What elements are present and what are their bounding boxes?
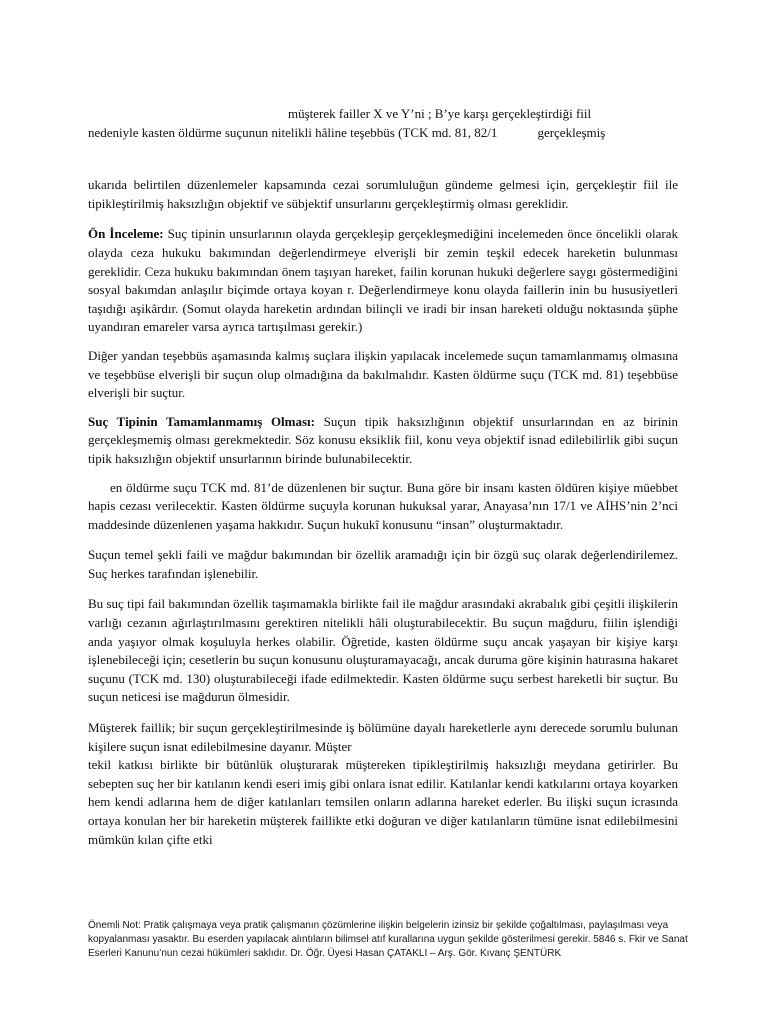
heading-incomplete: Suç Tipinin Tamamlanmamış Olması:	[88, 413, 315, 429]
paragraph-joint-perpetration	[88, 719, 678, 849]
intro-line-1: müşterek failler X ve Y’ni ; B’ye karşı gerçekleştirdiği fiil	[288, 106, 592, 121]
paragraph-attempt: Diğer yandan teşebbüs aşamasında kalmış suçlara ilişkin yapılacak incelemede suçun tamamlanmamış olmasına ve teşebbüse elverişli bir suçun olup olmadığına da bakılmalıdır. Kasten öldürme suçu (TCK md. 81) teşebbüse elverişli bir suçtur.	[88, 347, 678, 401]
joint-perpetration-first: Müşterek faillik; bir suçun gerçekleştirilmesinde iş bölümüne dayalı hareketlerle aynı derecede sorumlu bulunan kişilere suçun isnat edilebilmesine dayanır. Müşter	[88, 720, 678, 754]
paragraph-preliminary-text: Suç tipinin unsurlarının olayda gerçekleşip gerçekleşmediğini incelemeden önce öncelikli olarak olayda ceza hukuku bakımından değerlendirmeye elverişli bir zemin teşkil edecek hareketin bulunması gereklidir. Ceza hukuku bakımından önem taşıyan hareket, failin korunan hukuki değerlere saygı göstermediğini sosyal bakımdan anlaşılır biçimde ortaya koyan r. Değerlendirmeye konu olayda faillerin inin bu hususiyetleri taşıdığı aşikârdır. (Somut olayda hareketin ardından bilinçli ve iradi bir insan hareketi olduğu noktasında şüphe uyandıran emareler varsa ayrıca tartışılması gerekir.)	[88, 226, 679, 335]
paragraph-incomplete-text: Suçun tipik haksızlığının objektif unsurlarından en az birinin gerçekleşmemiş olması gerekmektedir. Söz konusu eksiklik fiil, konu veya objektif isnad edilebilirlik gibi suçun tipik haksızlığın objektif unsurlarının birinde bulunabilecektir.	[88, 413, 678, 466]
paragraph-preliminary	[88, 225, 678, 337]
paragraph-intentional-killing: en öldürme suçu TCK md. 81’de düzenlenen bir suçtur. Buna göre bir insanı kasten öldüren kişiye müebbet hapis cezası verilecektir. Kasten öldürme suçuyla korunan hukuksal yarar, Anayasa’nın 17/1 ve AİHS’nin 2’nci maddesinde düzenlenen yaşama hakkıdır. Suçun hukukî konusunu “insan” oluşturmaktadır.	[88, 479, 678, 532]
heading-preliminary: Ön İnceleme:	[88, 226, 164, 242]
paragraph-incomplete	[88, 413, 678, 469]
intro-line-2-end: gerçekleşmiş	[537, 124, 606, 140]
footer-note: Önemli Not: Pratik çalışmaya veya pratik çalışmanın çözümlerine ilişkin belgelerin izinsiz bir şekilde çoğaltılması, paylaşılması veya kopyalanması yasaktır. Bu eserden yapılacak alıntıların bilimsel atıf kurallarına uygun şekilde gösterilmesi gerekir. 5846 s. Fkir ve Sanat Eserleri Kanunu’nun cezai hükümleri saklıdır. Dr. Öğr. Üyesi Hasan ÇATAKLI – Arş. Gör. Kıvanç ŞENTÜRK	[88, 920, 688, 960]
intro-paragraph	[88, 105, 678, 142]
paragraph-conditions: ukarıda belirtilen düzenlemeler kapsamında cezai sorumluluğun gündeme gelmesi için, gerçekleştir fiil ile tipikleştirilmiş haksızlığın objektif ve sübjektif unsurlarını gerçekleştirmiş olması gereklidir.	[88, 177, 678, 211]
joint-perpetration-rest: tekil katkısı birlikte bir bütünlük oluşturarak müştereken tipikleştirilmiş haksızlığı meydana getirirler. Bu sebepten suç her bir katılanın kendi eseri imiş gibi onlara isnat edilir. Katılanlar kendi katkılarını ortaya koyarken hem kendi adlarına hem de diğer katılanları temsilen onların adlarına hareket ederler. Bu ilişki suçun icrasında ortaya konulan her bir hareketin müşterek faillikte etki doğuran ve diğer katılanların tümüne isnat edilebilmesini mümkün kılan çifte etki	[88, 757, 678, 847]
paragraph-basic-form: Suçun temel şekli faili ve mağdur bakımından bir özellik aramadığı için bir özgü suç olarak değerlendirilemez. Suç herkes tarafından işlenebilir.	[88, 547, 678, 581]
intro-line-2	[88, 124, 678, 143]
document-body	[88, 105, 678, 857]
paragraph-victim: Bu suç tipi fail bakımından özellik taşımamakla birlikte fail ile mağdur arasındaki akrabalık gibi çeşitli ilişkilerin varlığı cezanın ağırlaştırılmasını gerektiren nitelikli hâli oluşturabilecektir. Bu suçun mağduru, fiilin işlendiği anda yaşıyor olmak koşuluyla herkes olabilir. Öğretide, kasten öldürme suçu ancak yaşayan bir kişiye karşı işlenebileceği için; cesetlerin bu suçun konusunu oluşturamayacağı, ancak duruma göre kişinin hatırasına hakaret suçunu (TCK md. 130) oluşturabileceği ifade edilmektedir. Kasten öldürme suçu serbest hareketli bir suçtur. Bu suçun neticesi ise mağdurun ölmesidir.	[88, 596, 678, 705]
intro-line-2-text: nedeniyle kasten öldürme suçunun nitelikli hâline teşebbüs (TCK md. 81, 82/1	[88, 124, 498, 140]
